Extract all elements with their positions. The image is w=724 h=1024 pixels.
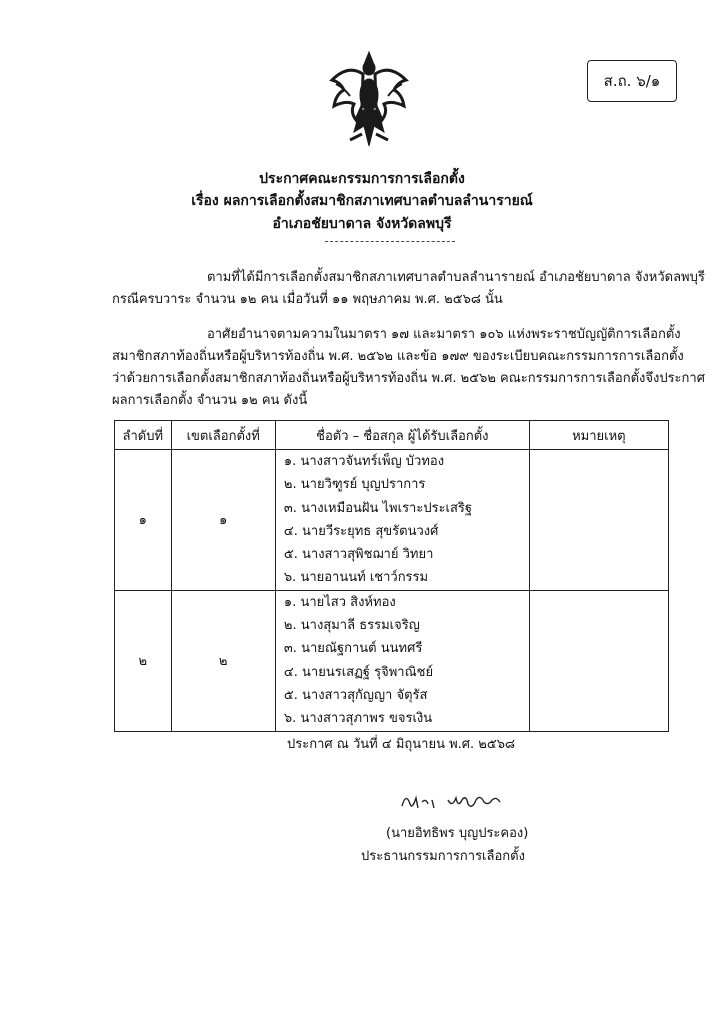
cell-candidates: [275, 590, 529, 731]
cell-district: ๑: [171, 450, 275, 591]
announcement-subject: เรื่อง ผลการเลือกตั้งสมาชิกสภาเทศบาลตำบลลำนารายณ์: [191, 193, 533, 209]
header-district: เขตเลือกตั้งที่: [171, 421, 275, 450]
list-item: ๕. นางสาวสุกัญญา จัตุรัส: [283, 687, 428, 703]
signer-position: ประธานกรรมการการเลือกตั้ง: [361, 849, 525, 864]
cell-district: ๒: [171, 590, 275, 731]
header-candidate-name: ชื่อตัว – ชื่อสกุล ผู้ได้รับเลือกตั้ง: [275, 421, 529, 450]
list-item: ๔. นายวีระยุทธ สุขรัตนวงศ์: [283, 523, 439, 539]
garuda-emblem-icon: [328, 50, 410, 150]
list-item: ๒. นางสุมาลี ธรรมเจริญ: [283, 618, 420, 634]
form-code-box: ส.ถ. ๖/๑: [587, 60, 677, 102]
paragraph1-line1: ตามที่ได้มีการเลือกตั้งสมาชิกสภาเทศบาลตำบลลำนารายณ์ อำเภอชัยบาดาล จังหวัดลพบุรี: [207, 270, 705, 285]
cell-order: ๒: [115, 590, 172, 731]
list-item: ๓. นางเหมือนฝัน ไพเราะประเสริฐ: [283, 500, 473, 516]
table-row: [115, 450, 669, 591]
list-item: ๖. นายอานนท์ เชาว์กรรม: [283, 570, 429, 586]
cell-order: ๑: [115, 450, 172, 591]
signer-name: (นายอิทธิพร บุญประคอง): [386, 826, 529, 841]
list-item: ๑. นายไสว สิงห์ทอง: [283, 594, 396, 610]
list-item: ๕. นางสาวสุพิชฌาย์ วิทยา: [283, 547, 434, 563]
cell-remarks: [529, 450, 668, 591]
list-item: ๓. นายณัฐกานต์ นนทศรี: [283, 641, 423, 657]
election-results-table: [114, 420, 669, 732]
announcement-date: ประกาศ ณ วันที่ ๔ มิถุนายน พ.ศ. ๒๕๖๘: [287, 737, 515, 752]
paragraph2-line1: อาศัยอำนาจตามความในมาตรา ๑๗ และมาตรา ๑๐๖ แห่งพระราชบัญญัติการเลือกตั้ง: [207, 327, 681, 342]
header-remarks: หมายเหตุ: [529, 421, 668, 450]
paragraph2-line2: สมาชิกสภาท้องถิ่นหรือผู้บริหารท้องถิ่น พ.ศ. ๒๕๖๒ และข้อ ๑๗๙ ของระเบียบคณะกรรมการการเลือกตั้ง: [112, 349, 684, 364]
heading-divider: [325, 241, 455, 242]
table-row: [115, 590, 669, 731]
list-item: ๑. นางสาวจันทร์เพ็ญ บัวทอง: [283, 454, 445, 469]
table-header-row: [115, 421, 669, 450]
list-item: ๖. นางสาวสุภาพร ขจรเงิน: [283, 711, 433, 727]
handwritten-signature-icon: [396, 788, 508, 814]
announcement-location: อำเภอชัยบาดาล จังหวัดลพบุรี: [272, 216, 452, 232]
paragraph2-line4: ผลการเลือกตั้ง จำนวน ๑๒ คน ดังนี้: [112, 393, 308, 408]
header-order: ลำดับที่: [115, 421, 172, 450]
cell-candidates: [275, 450, 529, 591]
paragraph2-line3: ว่าด้วยการเลือกตั้งสมาชิกสภาท้องถิ่นหรือผู้บริหารท้องถิ่น พ.ศ. ๒๕๖๒ คณะกรรมการการเลือกตั้งจึงประกาศ: [112, 371, 705, 386]
list-item: ๒. นายวิฑูรย์ บุญปราการ: [283, 477, 426, 493]
list-item: ๔. นายนรเสฏฐ์ รุจิพาณิชย์: [283, 664, 434, 680]
paragraph1-line2: กรณีครบวาระ จำนวน ๑๒ คน เมื่อวันที่ ๑๑ พฤษภาคม พ.ศ. ๒๕๖๘ นั้น: [112, 292, 503, 307]
cell-remarks: [529, 590, 668, 731]
announcement-title: ประกาศคณะกรรมการการเลือกตั้ง: [259, 171, 465, 187]
